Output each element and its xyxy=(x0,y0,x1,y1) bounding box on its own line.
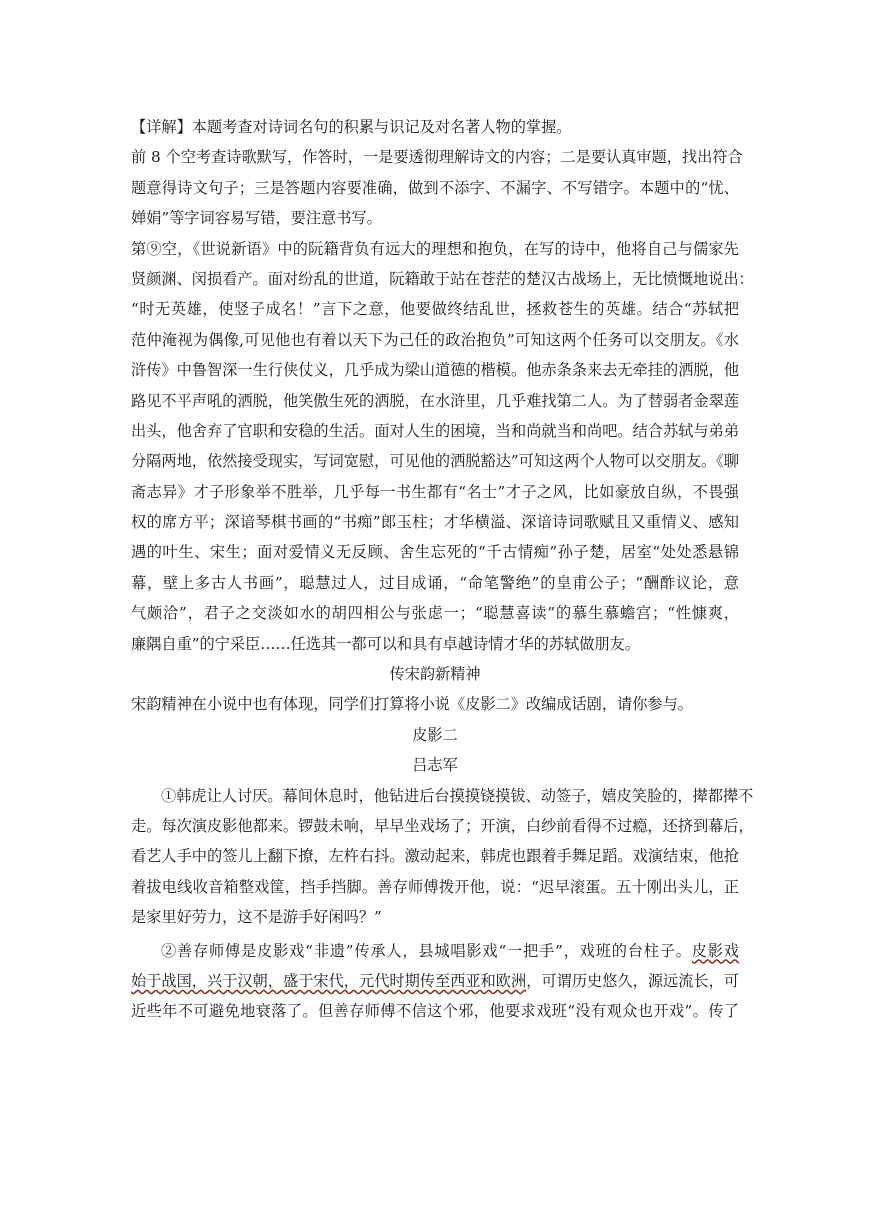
section-title: 传宋韵新精神 xyxy=(389,665,481,684)
text-line: 婵娟”等字词容易写错，要注意书写。 xyxy=(131,209,382,228)
story-paragraph-2 xyxy=(131,936,739,1027)
underlined-text: 始于战国，兴于汉朝，盛于宋代，元代时期传至西亚和欧洲 xyxy=(131,971,527,990)
explanation-line: 【详解】本题考查对诗词名句的积累与识记及对名著人物的掌握。 xyxy=(131,118,572,136)
paragraph-friend-analysis xyxy=(131,234,754,659)
story-paragraph-1 xyxy=(131,781,754,933)
text-line: 权的席方平；深谙琴棋书画的“书痴”郎玉柱；才华横溢、深谙诗词歌赋且又重情义、感知 xyxy=(131,513,739,532)
text-line: 浒传》中鲁智深一生行侠仗义，几乎成为梁山道德的楷模。他赤条条来去无牵挂的洒脱，他 xyxy=(131,361,739,380)
text-line: 走。每次演皮影他都来。锣鼓未响，早早坐戏场了；开演，白纱前看得不过瘾，还挤到幕后， xyxy=(131,816,754,835)
text-line: 出头，他舍弃了官职和安稳的生活。面对人生的困境，当和尚就当和尚吧。结合苏轼与弟弟 xyxy=(131,421,739,440)
text-line: ①韩虎让人讨厌。幕间休息时，他钻进后台摸摸铙摸钹、动签子，嬉皮笑脸的，撵都撵不 xyxy=(161,786,754,805)
paragraph-answer-notes xyxy=(131,142,743,233)
text-line: 前 8 个空考查诗歌默写，作答时，一是要透彻理解诗文的内容；二是要认真审题，找出符合 xyxy=(131,148,743,167)
text-line: 看艺人手中的签儿上翻下撩，左杵右抖。激动起来，韩虎也跟着手舞足蹈。戏演结束，他抢 xyxy=(131,847,739,866)
story-title: 皮影二 xyxy=(412,725,458,744)
text-line: 题意得诗文句子；三是答题内容要准确，做到不添字、不漏字、不写错字。本题中的“忧、 xyxy=(131,178,739,197)
text-line: 幕，壁上多古人书画”，聪慧过人，过目成诵，“命笔警绝”的皇甫公子；“酬酢议论，意 xyxy=(131,573,739,592)
text-line xyxy=(131,936,739,966)
text-line: 路见不平声吼的洒脱，他笑傲生死的洒脱，在水浒里，几乎难找第二人。为了替弱者金翠莲 xyxy=(131,391,739,410)
text-line: 着拔电线收音箱整戏筐，挡手挡脚。善存师傅拨开他，说：“迟早滚蛋。五十刚出头儿，正 xyxy=(131,877,739,896)
text-line: 是家里好劳力，这不是游手好闲吗？” xyxy=(131,908,382,927)
text-run: ②善存师傅是皮影戏“非遗”传承人，县城唱影戏“一把手”，戏班的台柱子。 xyxy=(161,941,692,960)
text-line: 廉隅自重”的宁采臣……任选其一都可以和具有卓越诗情才华的苏轼做朋友。 xyxy=(131,634,640,653)
page-content xyxy=(131,112,754,1027)
text-line: 第⑨空，《世说新语》中的阮籍背负有远大的理想和抱负，在写的诗中，他将自己与儒家先 xyxy=(131,239,739,258)
text-line: 斋志异》才子形象举不胜举，几乎每一书生都有“名士”才子之风，比如豪放自纵，不畏强 xyxy=(131,482,739,501)
story-author: 吕志军 xyxy=(412,756,458,775)
underlined-text: 皮影戏 xyxy=(691,941,739,960)
text-line: 范仲淹视为偶像,可见他也有着以天下为己任的政治抱负”可知这两个任务可以交朋友。《水 xyxy=(131,330,739,349)
text-line: 气颇洽”，君子之交淡如水的胡四相公与张虑一；“聪慧喜读”的慕生慕蟾宫；“性慷爽， xyxy=(131,604,739,623)
text-line: 贤颜渊、闵损看产。面对纷乱的世道，阮籍敢于站在苍茫的楚汉古战场上，无比愤慨地说出： xyxy=(131,269,754,288)
text-line: 近些年不可避免地衰落了。但善存师傅不信这个邪，他要求戏班“没有观众也开戏”。传了 xyxy=(131,1002,739,1021)
section-intro: 宋韵精神在小说中也有体现，同学们打算将小说《皮影二》改编成话剧，请你参与。 xyxy=(131,695,693,714)
text-line: 遇的叶生、宋生；面对爱情义无反顾、舍生忘死的“千古情痴”孙子楚，居室“处处悉悬锦 xyxy=(131,543,739,562)
text-line xyxy=(131,966,739,996)
text-line: 分隔两地，依然接受现实，写词宽慰，可见他的洒脱豁达”可知这两个人物可以交朋友。《聊 xyxy=(131,452,739,471)
text-line: “时无英雄，使竖子成名！”言下之意，他要做终结乱世，拯救苍生的英雄。结合“苏轼把 xyxy=(131,300,739,319)
text-run: ，可谓历史悠久，源远流长，可 xyxy=(526,971,740,990)
